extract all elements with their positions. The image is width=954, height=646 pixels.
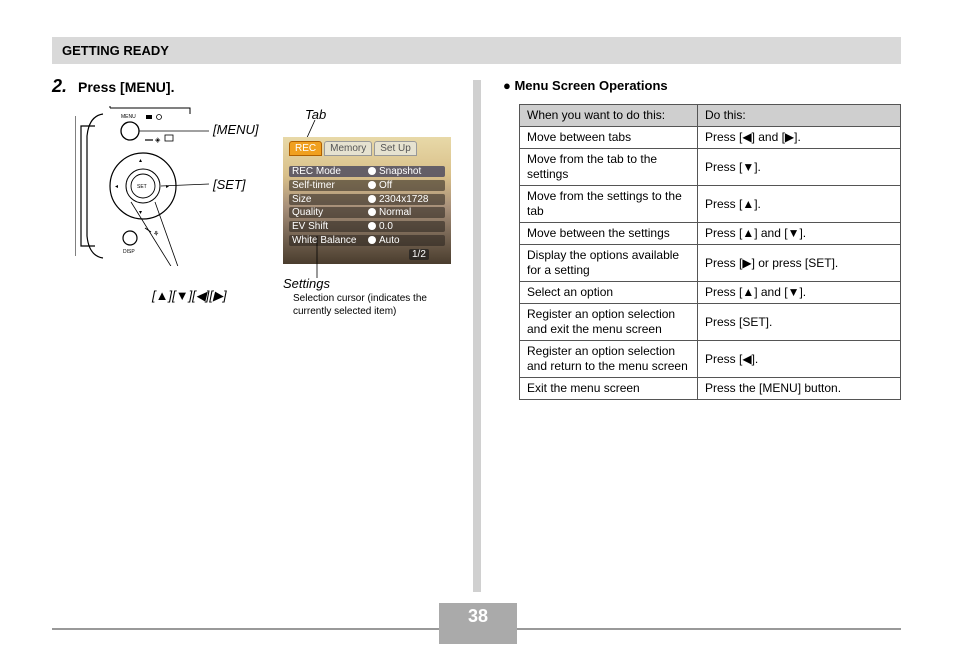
settings-note: Selection cursor (indicates the currently selected item): [293, 293, 427, 317]
table-cell: Press [◀].: [698, 341, 901, 378]
section-title: GETTING READY: [62, 43, 169, 58]
table-header-row: [520, 105, 901, 127]
screen-row: REC Mode Snapshot: [289, 166, 445, 177]
table-row: [520, 149, 901, 186]
svg-text:◈: ◈: [155, 137, 161, 144]
svg-text:▸: ▸: [166, 184, 170, 190]
table-row: [520, 127, 901, 149]
section-header: [52, 37, 901, 64]
table-cell: Press [▶] or press [SET].: [698, 245, 901, 282]
svg-text:SET: SET: [137, 184, 147, 190]
table-cell: Press [◀] and [▶].: [698, 127, 901, 149]
page-number: 38: [439, 603, 517, 630]
screen-page-indicator: 1/2: [409, 249, 429, 260]
screen-row: White Balance Auto: [289, 235, 445, 246]
disp-button-icon: [123, 231, 137, 245]
table-cell: Select an option: [520, 282, 698, 304]
operations-title: ● Menu Screen Operations: [503, 78, 668, 93]
step-number: 2.: [52, 76, 68, 96]
arrow-buttons-label: [▲][▼][◀][▶]: [152, 288, 227, 303]
screen-row: Quality Normal: [289, 207, 445, 218]
screen-row: Size 2304x1728: [289, 194, 445, 205]
screen-tab-rec: REC: [289, 141, 322, 156]
table-row: [520, 378, 901, 400]
column-header: Do this:: [698, 105, 901, 127]
table-cell: Register an option selection and exit the menu screen: [520, 304, 698, 341]
step-text: Press [MENU].: [78, 79, 175, 95]
table-cell: Press [▲] and [▼].: [698, 223, 901, 245]
table-row: [520, 245, 901, 282]
column-divider: [473, 80, 481, 592]
table-cell: Exit the menu screen: [520, 378, 698, 400]
set-button-label: [SET]: [213, 177, 246, 192]
screen-tab-setup: Set Up: [374, 141, 417, 156]
table-row: [520, 186, 901, 223]
table-cell: Register an option selection and return to the menu screen: [520, 341, 698, 378]
table-cell: Press [▼].: [698, 149, 901, 186]
table-row: [520, 304, 901, 341]
table-cell: Press [▲].: [698, 186, 901, 223]
menu-button-label: [MENU]: [213, 122, 259, 137]
table-cell: Press the [MENU] button.: [698, 378, 901, 400]
svg-text:◂: ◂: [115, 184, 119, 190]
screen-row: Self-timer Off: [289, 180, 445, 191]
svg-text:DISP: DISP: [123, 249, 135, 255]
operations-table: [519, 104, 901, 400]
svg-text:MENU: MENU: [121, 114, 136, 120]
page-number-tab: [439, 630, 517, 644]
table-cell: Move between the settings: [520, 223, 698, 245]
table-cell: Press [SET].: [698, 304, 901, 341]
tab-label: Tab: [305, 107, 327, 122]
table-cell: Press [▲] and [▼].: [698, 282, 901, 304]
table-cell: Move from the settings to the tab: [520, 186, 698, 223]
svg-text:⚘: ⚘: [153, 231, 160, 238]
table-row: [520, 282, 901, 304]
table-cell: Display the options available for a setting: [520, 245, 698, 282]
settings-label: Settings: [283, 276, 330, 291]
table-cell: Move from the tab to the settings: [520, 149, 698, 186]
menu-button-icon: [121, 122, 139, 140]
screen-tab-memory: Memory: [324, 141, 372, 156]
column-header: When you want to do this:: [520, 105, 698, 127]
table-cell: Move between tabs: [520, 127, 698, 149]
svg-text:▾: ▾: [139, 210, 143, 216]
table-row: [520, 341, 901, 378]
table-row: [520, 223, 901, 245]
lcd-menu-screen: [283, 137, 451, 264]
settings-pointer-line: [314, 236, 320, 280]
screen-row: EV Shift 0.0: [289, 221, 445, 232]
svg-text:▴: ▴: [139, 158, 143, 164]
